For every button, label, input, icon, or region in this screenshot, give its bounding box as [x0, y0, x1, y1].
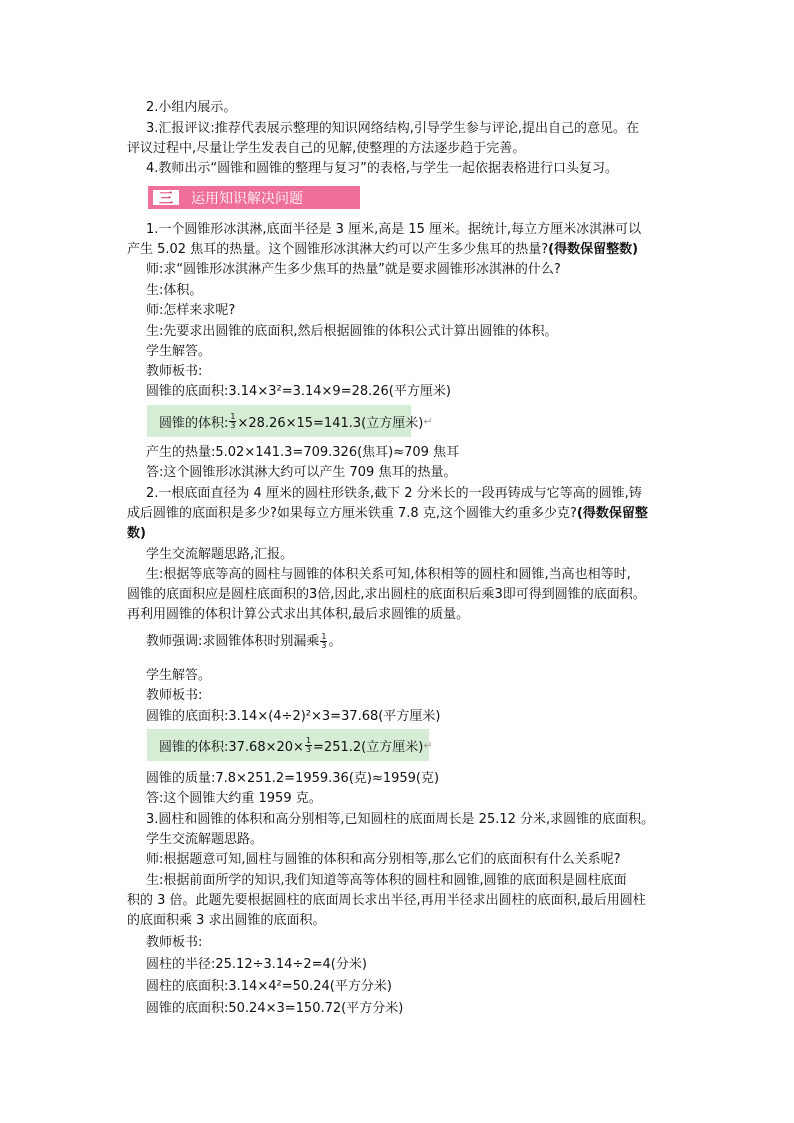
text-line: 评议过程中,尽量让学生发表自己的见解,使整理的方法逐步趋于完善。	[127, 141, 526, 156]
fraction-one-third: $\frac{1}{3}$	[321, 632, 327, 650]
problem-2-line: 2.一根底面直径为 4 厘米的圆柱形铁条,截下 2 分米长的一段再铸成与它等高的圆锥,铸	[146, 486, 642, 501]
section-title: 运用知识解决问题	[191, 190, 303, 207]
student-line: 生:体积。	[146, 283, 203, 298]
formula-line: 圆锥的底面积:3.14×(4÷2)²×3=37.68(平方厘米)	[146, 709, 441, 724]
student-line: 生:先要求出圆锥的底面积,然后根据圆锥的体积公式计算出圆锥的体积。	[146, 324, 558, 339]
text-line: 2.小组内展示。	[146, 100, 237, 115]
formula-line: 圆锥的底面积:3.14×3²=3.14×9=28.26(平方厘米)	[146, 384, 451, 399]
problem-2-line: 数)	[127, 526, 146, 541]
text-line: 学生交流解题思路。	[146, 832, 264, 847]
text-line: 学生解答。	[146, 668, 212, 683]
formula-box: 圆锥的体积: $\frac{1}{3}$ ×28.26×15=141.3(立方厘米) ↵	[147, 405, 411, 437]
formula-box: 圆锥的体积:37.68×20× $\frac{1}{3}$ =251.2(立方厘米) ↵	[147, 729, 429, 761]
fraction-one-third: $\frac{1}{3}$	[230, 411, 236, 430]
answer-line: 答:这个圆锥形冰淇淋大约可以产生 709 焦耳的热量。	[146, 465, 457, 480]
formula-line: 圆锥的质量:7.8×251.2=1959.36(克)≈1959(克)	[146, 771, 440, 786]
problem-1-line: 1.一个圆锥形冰淇淋,底面半径是 3 厘米,高是 15 厘米。据统计,每立方厘米冰淇淋可以	[146, 222, 642, 237]
student-line: 生:根据前面所学的知识,我们知道等高等体积的圆柱和圆锥,圆锥的底面积是圆柱底面	[146, 873, 627, 888]
formula-line: 圆锥的底面积:50.24×3=150.72(平方分米)	[146, 1001, 404, 1016]
teacher-line: 师:根据题意可知,圆柱与圆锥的体积和高分别相等,那么它们的底面积有什么关系呢?	[146, 852, 621, 867]
formula-line: 圆柱的半径:25.12÷3.14÷2=4(分米)	[146, 957, 367, 972]
student-line: 的底面积乘 3 求出圆锥的底面积。	[127, 913, 326, 928]
formula-line: 产生的热量:5.02×141.3=709.326(焦耳)≈709 焦耳	[146, 445, 460, 460]
problem-1-line: 产生 5.02 焦耳的热量。这个圆锥形冰淇淋大约可以产生多少焦耳的热量?(得数保留整数)	[127, 242, 639, 257]
answer-line: 答:这个圆锥大约重 1959 克。	[146, 791, 322, 806]
emphasis-line: 教师强调:求圆锥体积时别漏乘 $\frac{1}{3}$ 。	[146, 632, 342, 650]
formula-line: 圆柱的底面积:3.14×4²=50.24(平方分米)	[146, 979, 392, 994]
text-line: 3.汇报评议:推荐代表展示整理的知识网络结构,引导学生参与评论,提出自己的意见。在	[146, 121, 640, 136]
student-line: 圆锥的底面积应是圆柱底面积的3倍,因此,求出圆柱的底面积后乘3即可得到圆锥的底面积。	[127, 587, 646, 602]
student-line: 积的 3 倍。此题先要根据圆柱的底面周长求出半径,再用半径求出圆柱的底面积,最后用圆柱	[127, 893, 646, 908]
text-line: 4.教师出示“圆锥和圆锥的整理与复习”的表格,与学生一起依据表格进行口头复习。	[146, 161, 619, 176]
text-line: 学生交流解题思路,汇报。	[146, 547, 294, 562]
fraction-one-third: $\frac{1}{3}$	[305, 735, 312, 754]
text-line: 教师板书:	[146, 935, 203, 950]
problem-3-line: 3.圆柱和圆锥的体积和高分别相等,已知圆柱的底面周长是 25.12 分米,求圆锥的底面积。	[146, 812, 655, 827]
student-line: 生:根据等底等高的圆柱与圆锥的体积关系可知,体积相等的圆柱和圆锥,当高也相等时,	[146, 567, 631, 582]
problem-2-line: 成后圆锥的底面积是多少?如果每立方厘米铁重 7.8 克,这个圆锥大约重多少克?(得数保留整	[127, 506, 648, 521]
text-line: 教师板书:	[146, 688, 203, 703]
teacher-line: 师:求“圆锥形冰淇淋产生多少焦耳的热量”就是要求圆锥形冰淇淋的什么?	[146, 262, 561, 277]
student-line: 再利用圆锥的体积计算公式求出其体积,最后求圆锥的质量。	[127, 607, 470, 622]
text-line: 学生解答。	[146, 344, 212, 359]
teacher-line: 师:怎样来求呢?	[146, 303, 236, 318]
section-header	[148, 186, 360, 209]
section-number: 三	[151, 188, 181, 207]
text-line: 教师板书:	[146, 364, 203, 379]
